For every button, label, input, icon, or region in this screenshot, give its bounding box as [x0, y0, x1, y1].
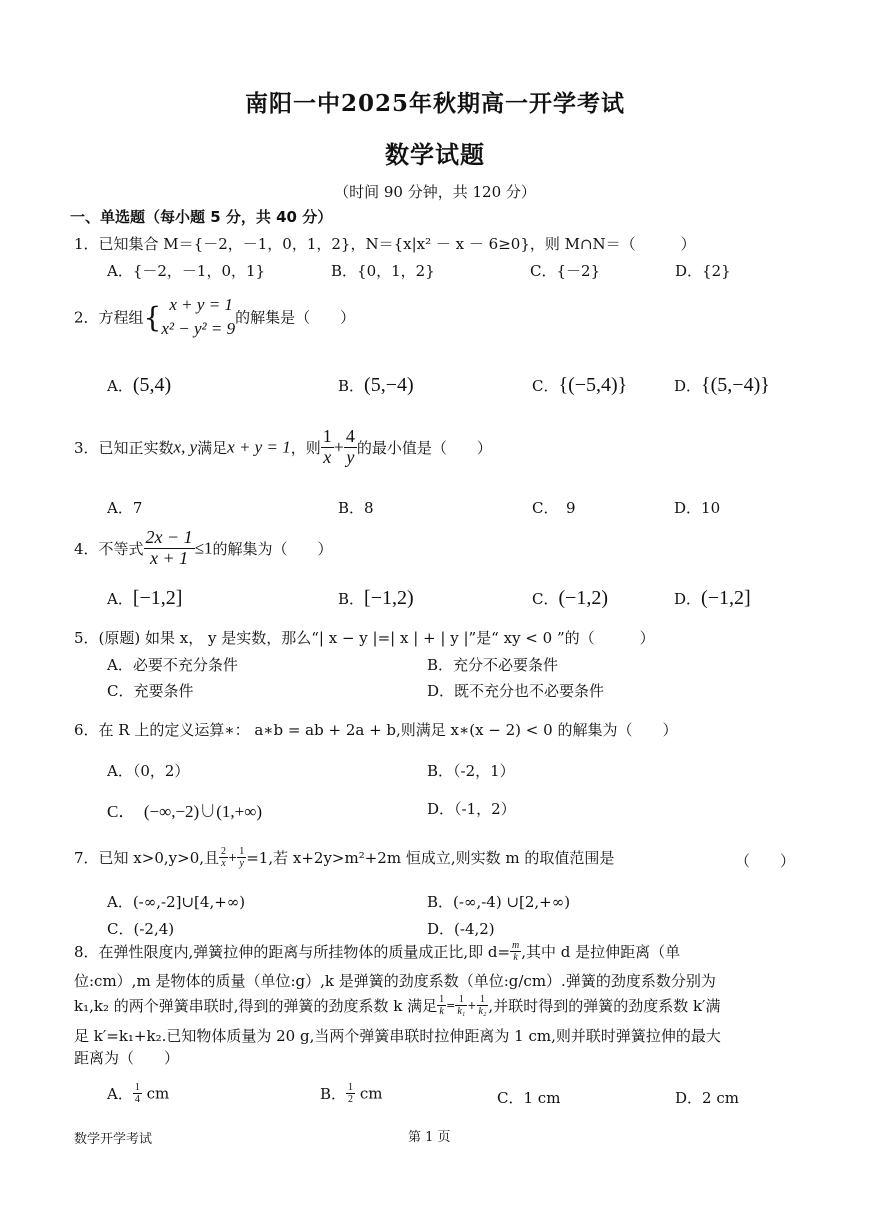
q3-option-d: D．10	[674, 499, 721, 517]
q4-option-c: C．(−1,2)	[532, 587, 609, 609]
q2-prefix: 2．方程组	[74, 308, 144, 327]
question-4-stem: 4．不等式 $\frac{2x - 1}{x + 1}$ ≤1的解集为（ ）	[74, 527, 333, 568]
subject-title: 数学试题	[385, 140, 485, 169]
q4-fraction: $\frac{2x - 1}{x + 1}$	[145, 527, 193, 568]
page-number: 第 1 页	[408, 1130, 451, 1145]
question-8-line-5: 距离为（ ）	[74, 1049, 180, 1067]
q2-eq1: x + y = 1	[169, 295, 233, 314]
brace-symbol: {	[143, 300, 162, 334]
footer-left: 数学开学考试	[74, 1132, 153, 1147]
q3-fraction-2: $\frac{4}{y}$	[345, 426, 355, 467]
q6-option-b: B．（-2，1）	[427, 762, 515, 780]
question-5-stem: 5．(原题) 如果 x， y 是实数，那么“| x − y |=| x | + | y |”是“ xy < 0 ”的（ ）	[74, 629, 655, 647]
q5-option-b: B．充分不必要条件	[427, 656, 559, 674]
q6-option-a: A．（0，2）	[107, 762, 190, 780]
section-heading: 一、单选题（每小题 5 分，共 40 分）	[70, 208, 333, 226]
q6-option-c: C． (−∞,−2)∪(1,+∞)	[107, 802, 262, 821]
q3-option-b: B．8	[338, 499, 374, 517]
q7-option-d: D．(-4,2)	[427, 920, 495, 938]
equation-system	[161, 293, 235, 341]
q2-eq2: x² − y² = 9	[161, 319, 236, 338]
question-7-stem: 7．已知 x>0,y>0,且 $\frac{2}{x}$ + $\frac{1}{y}$ =1,若 x+2y>m²+2m 恒成立,则实数 m 的取值范围是	[74, 846, 615, 869]
question-2-stem	[74, 293, 355, 341]
q1-option-c: C．{－2}	[530, 262, 601, 280]
q8-option-b: B． $\frac{1}{2}$ cm	[320, 1082, 383, 1105]
question-1-stem: 1．已知集合 M＝{－2，－1，0，1，2}，N＝{x|x² － x － 6≥0}，则 M∩N＝（ ）	[74, 235, 696, 253]
q8-option-d: D．2 cm	[675, 1089, 739, 1107]
time-info: （时间 90 分钟，共 120 分）	[334, 183, 536, 201]
question-6-stem: 6．在 R 上的定义运算∗： a∗b = ab + 2a + b,则满足 x∗(x − 2) < 0 的解集为（ ）	[74, 721, 678, 739]
q8-fraction-1k: $\frac{1}{k}$	[439, 994, 445, 1017]
q2-option-a: A．(5,4)	[107, 374, 172, 396]
question-8-line-4: 足 k′=k₁+k₂.已知物体质量为 20 g,当两个弹簧串联时拉伸距离为 1 cm,则并联时弹簧拉伸的最大	[74, 1027, 721, 1045]
question-3-stem: 3．已知正实数x, y满足x + y = 1，则 $\frac{1}{x}$ + $\frac{4}{y}$ 的最小值是（ ）	[74, 426, 492, 467]
q3-option-a: A．7	[107, 499, 143, 517]
exam-title: 南阳一中2025年秋期高一开学考试	[244, 90, 625, 117]
q5-option-c: C．充要条件	[107, 682, 194, 700]
question-8-line-1: 8．在弹性限度内,弹簧拉伸的距离与所挂物体的质量成正比,即 d= $\frac{m}{k}$ ,其中 d 是拉伸距离（单	[74, 940, 681, 963]
q4-option-d: D．(−1,2]	[674, 587, 751, 609]
q2-option-c: C．{(−5,4)}	[532, 374, 628, 396]
q3-option-c: C． 9	[532, 499, 576, 517]
q1-option-d: D．{2}	[675, 262, 731, 280]
q7-fraction-2: $\frac{1}{y}$	[239, 846, 245, 869]
q1-option-a: A．{－2，－1，0，1}	[107, 262, 266, 280]
q4-option-a: A．[−1,2]	[107, 587, 183, 609]
q8-fraction-d: $\frac{m}{k}$	[512, 940, 520, 963]
q1-option-b: B．{0，1，2}	[331, 262, 435, 280]
q5-option-a: A．必要不充分条件	[107, 656, 238, 674]
question-8-line-3: k₁,k₂ 的两个弹簧串联时,得到的弹簧的劲度系数 k 满足 $\frac{1}{k}$ = $\frac{1}{\text{k₁}}$ + $\frac{1}{\text{k₂}}$ ,并联时得到的弹簧的劲度系数 k′满	[74, 994, 721, 1017]
q5-option-d: D．既不充分也不必要条件	[427, 682, 605, 700]
q6-option-d: D．（-1，2）	[427, 800, 516, 818]
q2-suffix: 的解集是（ ）	[235, 308, 356, 327]
q7-answer-paren: （ ）	[735, 852, 796, 870]
q2-option-b: B．(5,−4)	[338, 374, 414, 396]
q8-option-c: C．1 cm	[497, 1089, 561, 1107]
q8-fraction-1k2: $\frac{1}{\text{k₂}}$	[478, 994, 487, 1017]
question-8-line-2: 位:cm）,m 是物体的质量（单位:g）,k 是弹簧的劲度系数（单位:g/cm）.弹簧的劲度系数分别为	[74, 972, 716, 990]
q3-fraction-1: $\frac{1}{x}$	[322, 426, 332, 467]
q7-option-a: A．(-∞,-2]∪[4,+∞)	[107, 893, 246, 911]
q7-option-c: C．(-2,4)	[107, 920, 175, 938]
q8-fraction-1k1: $\frac{1}{\text{k₁}}$	[457, 994, 466, 1017]
q7-option-b: B．(-∞,-4) ∪[2,+∞)	[427, 893, 571, 911]
q8-option-a: A． $\frac{1}{4}$ cm	[107, 1082, 170, 1105]
q4-option-b: B．[−1,2)	[338, 587, 414, 609]
q7-fraction-1: $\frac{2}{x}$	[221, 846, 227, 869]
q2-option-d: D．{(5,−4)}	[674, 374, 770, 396]
